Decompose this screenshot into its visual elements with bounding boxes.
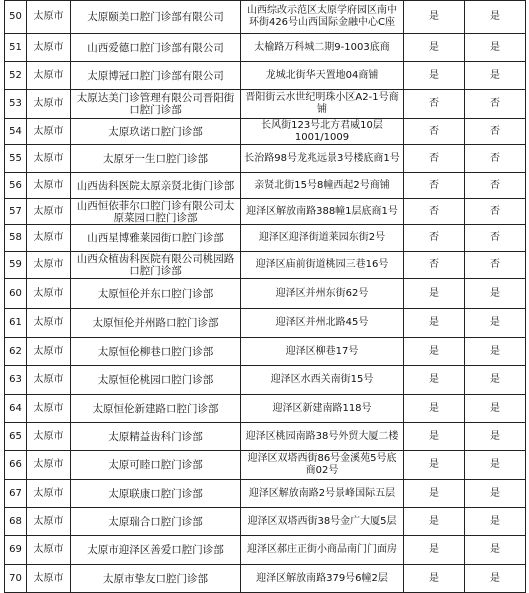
clinic-name-cell: 太原恒伦新建路口腔门诊部 — [71, 395, 241, 423]
table-row — [5, 423, 526, 451]
flag-b-cell: 是 — [465, 366, 526, 395]
flag-a-cell: 否 — [404, 225, 465, 252]
flag-a-cell: 是 — [404, 62, 465, 90]
clinic-name-cell: 太原可睦口腔门诊部 — [71, 451, 241, 480]
flag-a-cell: 否 — [404, 119, 465, 145]
flag-b-cell: 是 — [465, 480, 526, 508]
address-cell: 迎泽区解放南路2号景峰国际五层 — [241, 480, 404, 508]
table-row — [5, 225, 526, 252]
city-cell: 太原市 — [27, 225, 71, 252]
clinic-name-cell: 山西众植齿科医院有限公司桃园路口腔门诊部 — [71, 252, 241, 279]
flag-b-cell: 是 — [465, 423, 526, 451]
row-number-cell: 66 — [5, 451, 27, 480]
flag-b-cell: 是 — [465, 451, 526, 480]
city-cell: 太原市 — [27, 508, 71, 536]
clinic-name-cell: 太原恒伦并州路口腔门诊部 — [71, 309, 241, 338]
address-cell: 晋阳街云水世纪明珠小区A2-1号商铺 — [241, 90, 404, 119]
row-number-cell: 55 — [5, 145, 27, 173]
clinic-name-cell: 山西恒依菲尔口腔门诊有限公司太原菜园口腔门诊部 — [71, 199, 241, 225]
flag-a-cell: 是 — [404, 565, 465, 593]
flag-a-cell: 是 — [404, 1, 465, 34]
clinic-name-cell: 太原瑞合口腔门诊部 — [71, 508, 241, 536]
flag-b-cell: 是 — [465, 395, 526, 423]
flag-b-cell: 否 — [465, 90, 526, 119]
row-number-cell: 68 — [5, 508, 27, 536]
clinic-name-cell: 太原恒伦桃园口腔门诊部 — [71, 366, 241, 395]
address-cell: 迎泽区迎泽街道莱园东街2号 — [241, 225, 404, 252]
address-cell: 迎泽区双塔西街38号金广大厦5层 — [241, 508, 404, 536]
flag-b-cell: 是 — [465, 62, 526, 90]
flag-a-cell: 是 — [404, 34, 465, 62]
city-cell: 太原市 — [27, 34, 71, 62]
address-cell: 迎泽区并州东街62号 — [241, 279, 404, 309]
clinic-table — [4, 0, 526, 593]
flag-b-cell: 否 — [465, 119, 526, 145]
row-number-cell: 60 — [5, 279, 27, 309]
row-number-cell: 62 — [5, 338, 27, 366]
city-cell: 太原市 — [27, 279, 71, 309]
flag-b-cell: 否 — [465, 145, 526, 173]
row-number-cell: 53 — [5, 90, 27, 119]
flag-b-cell: 是 — [465, 279, 526, 309]
city-cell: 太原市 — [27, 565, 71, 593]
city-cell: 太原市 — [27, 62, 71, 90]
address-cell: 迎泽区双塔西街86号金溪苑5号底商02号 — [241, 451, 404, 480]
table-row — [5, 536, 526, 565]
flag-a-cell: 是 — [404, 366, 465, 395]
clinic-name-cell: 太原恒伦并东口腔门诊部 — [71, 279, 241, 309]
address-cell: 山西综改示范区太原学府园区南中环街426号山西国际金融中心C座 — [241, 1, 404, 34]
clinic-name-cell: 山西齿科医院太原亲贤北街门诊部 — [71, 173, 241, 199]
flag-a-cell: 是 — [404, 395, 465, 423]
flag-b-cell: 是 — [465, 309, 526, 338]
city-cell: 太原市 — [27, 119, 71, 145]
clinic-name-cell: 太原牙一生口腔门诊部 — [71, 145, 241, 173]
flag-a-cell: 否 — [404, 252, 465, 279]
row-number-cell: 58 — [5, 225, 27, 252]
address-cell: 长治路98号龙兆远景3号楼底商1号 — [241, 145, 404, 173]
flag-b-cell: 是 — [465, 1, 526, 34]
city-cell: 太原市 — [27, 173, 71, 199]
table-row — [5, 565, 526, 593]
flag-a-cell: 是 — [404, 279, 465, 309]
address-cell: 迎泽区桃园南路38号外贸大厦二楼 — [241, 423, 404, 451]
row-number-cell: 54 — [5, 119, 27, 145]
city-cell: 太原市 — [27, 480, 71, 508]
clinic-name-cell: 山西星博雅莱园街口腔门诊部 — [71, 225, 241, 252]
flag-b-cell: 否 — [465, 252, 526, 279]
flag-b-cell: 否 — [465, 225, 526, 252]
flag-a-cell: 否 — [404, 90, 465, 119]
row-number-cell: 69 — [5, 536, 27, 565]
table-row — [5, 451, 526, 480]
clinic-name-cell: 太原颐美口腔门诊部有限公司 — [71, 1, 241, 34]
clinic-name-cell: 太原达美门诊管理有限公司晋阳街口腔门诊部 — [71, 90, 241, 119]
address-cell: 迎泽区新建南路118号 — [241, 395, 404, 423]
flag-a-cell: 是 — [404, 508, 465, 536]
flag-a-cell: 是 — [404, 423, 465, 451]
table-row — [5, 199, 526, 225]
table-row — [5, 279, 526, 309]
flag-a-cell: 否 — [404, 145, 465, 173]
row-number-cell: 63 — [5, 366, 27, 395]
flag-a-cell: 是 — [404, 309, 465, 338]
row-number-cell: 50 — [5, 1, 27, 34]
clinic-name-cell: 太原精益齿科门诊部 — [71, 423, 241, 451]
address-cell: 迎泽区解放南路388幢1层底商1号 — [241, 199, 404, 225]
row-number-cell: 56 — [5, 173, 27, 199]
flag-a-cell: 是 — [404, 451, 465, 480]
address-cell: 太榆路万科城二期9-1003底商 — [241, 34, 404, 62]
address-cell: 亲贤北街15号8幢西起2号商铺 — [241, 173, 404, 199]
row-number-cell: 57 — [5, 199, 27, 225]
flag-a-cell: 否 — [404, 199, 465, 225]
table-row — [5, 309, 526, 338]
address-cell: 迎泽区并州北路45号 — [241, 309, 404, 338]
flag-b-cell: 是 — [465, 508, 526, 536]
city-cell: 太原市 — [27, 309, 71, 338]
clinic-name-cell: 山西爱德口腔门诊部有限公司 — [71, 34, 241, 62]
city-cell: 太原市 — [27, 423, 71, 451]
table-row — [5, 173, 526, 199]
table-row — [5, 252, 526, 279]
table-row — [5, 1, 526, 34]
row-number-cell: 70 — [5, 565, 27, 593]
table-row — [5, 119, 526, 145]
table-row — [5, 34, 526, 62]
row-number-cell: 59 — [5, 252, 27, 279]
address-cell: 长风街123号北方君威10层1001/1009 — [241, 119, 404, 145]
clinic-name-cell: 太原市挚友口腔门诊部 — [71, 565, 241, 593]
city-cell: 太原市 — [27, 451, 71, 480]
table-row — [5, 90, 526, 119]
table-row — [5, 480, 526, 508]
clinic-name-cell: 太原联康口腔门诊部 — [71, 480, 241, 508]
city-cell: 太原市 — [27, 1, 71, 34]
table-row — [5, 395, 526, 423]
flag-b-cell: 否 — [465, 199, 526, 225]
clinic-name-cell: 太原博冠口腔门诊部有限公司 — [71, 62, 241, 90]
clinic-table-body — [5, 1, 526, 593]
flag-a-cell: 是 — [404, 480, 465, 508]
row-number-cell: 51 — [5, 34, 27, 62]
address-cell: 龙城北街华天置地04商铺 — [241, 62, 404, 90]
flag-b-cell: 是 — [465, 565, 526, 593]
flag-a-cell: 否 — [404, 173, 465, 199]
row-number-cell: 61 — [5, 309, 27, 338]
city-cell: 太原市 — [27, 536, 71, 565]
table-row — [5, 366, 526, 395]
city-cell: 太原市 — [27, 145, 71, 173]
flag-b-cell: 是 — [465, 536, 526, 565]
flag-b-cell: 是 — [465, 34, 526, 62]
address-cell: 迎泽区郝庄正街小商品南门门面房 — [241, 536, 404, 565]
city-cell: 太原市 — [27, 366, 71, 395]
address-cell: 迎泽区庙前街道桃园三巷16号 — [241, 252, 404, 279]
city-cell: 太原市 — [27, 395, 71, 423]
city-cell: 太原市 — [27, 338, 71, 366]
table-row — [5, 508, 526, 536]
address-cell: 迎泽区柳巷17号 — [241, 338, 404, 366]
table-row — [5, 338, 526, 366]
table-row — [5, 145, 526, 173]
flag-a-cell: 是 — [404, 338, 465, 366]
city-cell: 太原市 — [27, 252, 71, 279]
flag-a-cell: 是 — [404, 536, 465, 565]
city-cell: 太原市 — [27, 199, 71, 225]
row-number-cell: 67 — [5, 480, 27, 508]
flag-b-cell: 否 — [465, 173, 526, 199]
row-number-cell: 65 — [5, 423, 27, 451]
table-row — [5, 62, 526, 90]
row-number-cell: 64 — [5, 395, 27, 423]
row-number-cell: 52 — [5, 62, 27, 90]
clinic-name-cell: 太原市迎泽区善爱口腔门诊部 — [71, 536, 241, 565]
clinic-name-cell: 太原恒伦柳巷口腔门诊部 — [71, 338, 241, 366]
city-cell: 太原市 — [27, 90, 71, 119]
address-cell: 迎泽区水西关南街15号 — [241, 366, 404, 395]
flag-b-cell: 是 — [465, 338, 526, 366]
address-cell: 迎泽区解放南路379号6幢2层 — [241, 565, 404, 593]
clinic-name-cell: 太原玖诺口腔门诊部 — [71, 119, 241, 145]
